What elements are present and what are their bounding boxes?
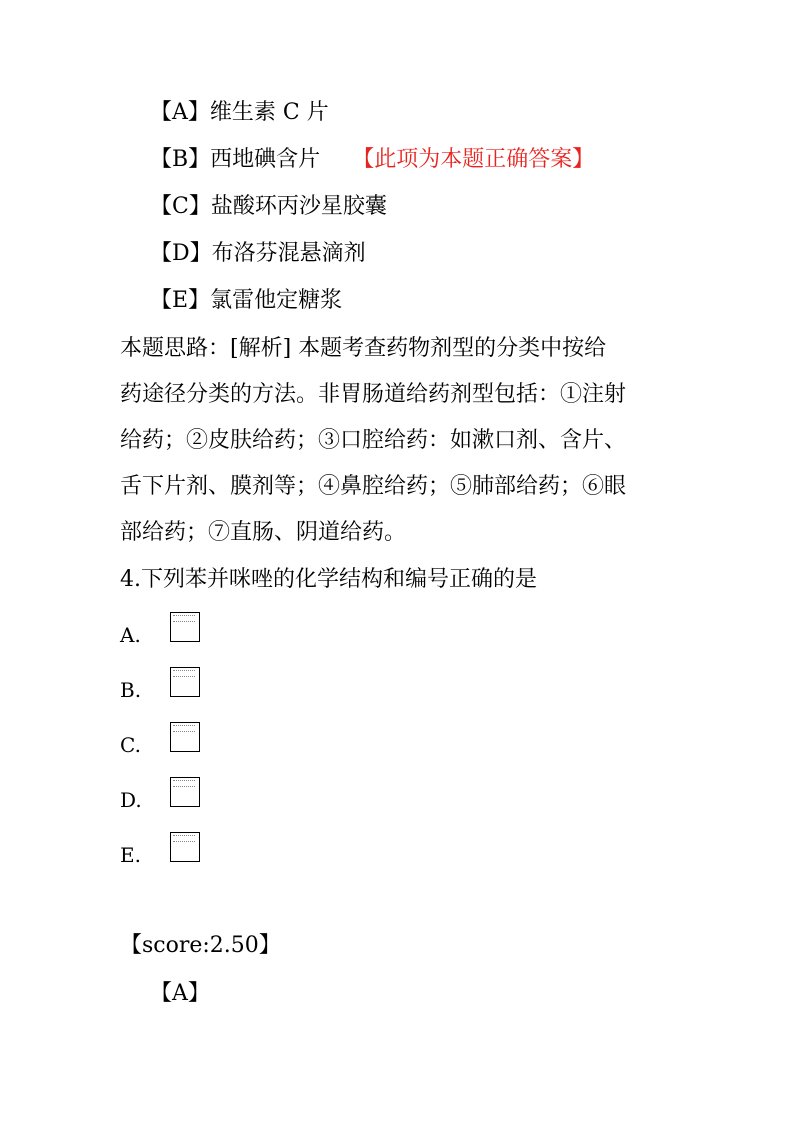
choice-label-d: D.	[120, 788, 142, 812]
structure-image-d	[170, 777, 200, 807]
answer-label: 【A】	[150, 981, 210, 1006]
choice-label-e: E.	[120, 843, 141, 867]
option-b	[150, 145, 594, 175]
option-key: 【A】	[150, 100, 210, 125]
broken-image-icon	[173, 670, 195, 677]
analysis-line: 药途径分类的方法。非胃肠道给药剂型包括：①注射	[120, 382, 627, 407]
option-key: 【C】	[150, 194, 211, 219]
option-c	[150, 192, 387, 222]
choice-label-c: C.	[120, 733, 141, 757]
option-text: 西地碘含片	[210, 147, 321, 172]
analysis-line: 部给药；⑦直肠、阴道给药。	[120, 520, 407, 545]
structure-image-e	[170, 832, 200, 862]
analysis-line: 给药；②皮肤给药；③口腔给药：如漱口剂、含片、	[120, 428, 627, 453]
option-key: 【B】	[150, 147, 211, 172]
broken-image-icon	[173, 835, 195, 842]
broken-image-icon	[173, 725, 195, 732]
broken-image-icon	[173, 780, 195, 787]
option-text: 氯雷他定糖浆	[210, 288, 343, 313]
option-text: 布洛芬混悬滴剂	[211, 241, 366, 266]
option-key: 【D】	[150, 241, 212, 266]
option-d	[150, 239, 366, 269]
structure-image-c	[170, 722, 200, 752]
analysis-line: 舌下片剂、膜剂等；④鼻腔给药；⑤肺部给药；⑥眼	[120, 474, 627, 499]
question-text: 4.下列苯并咪唑的化学结构和编号正确的是	[120, 567, 537, 592]
option-text: 维生素 C 片	[209, 100, 329, 125]
correct-answer-mark: 【此项为本题正确答案】	[352, 147, 595, 172]
option-e	[150, 286, 342, 316]
analysis-line: 本题思路：[解析] 本题考查药物剂型的分类中按给	[120, 336, 607, 361]
structure-image-a	[170, 612, 200, 642]
option-a	[150, 98, 329, 128]
choice-label-a: A.	[120, 623, 141, 647]
score-label: 【score:2.50】	[120, 933, 281, 958]
option-key: 【E】	[150, 288, 211, 313]
broken-image-icon	[173, 615, 195, 622]
structure-image-b	[170, 667, 200, 697]
option-text: 盐酸环丙沙星胶囊	[210, 194, 387, 219]
choice-label-b: B.	[120, 678, 142, 702]
